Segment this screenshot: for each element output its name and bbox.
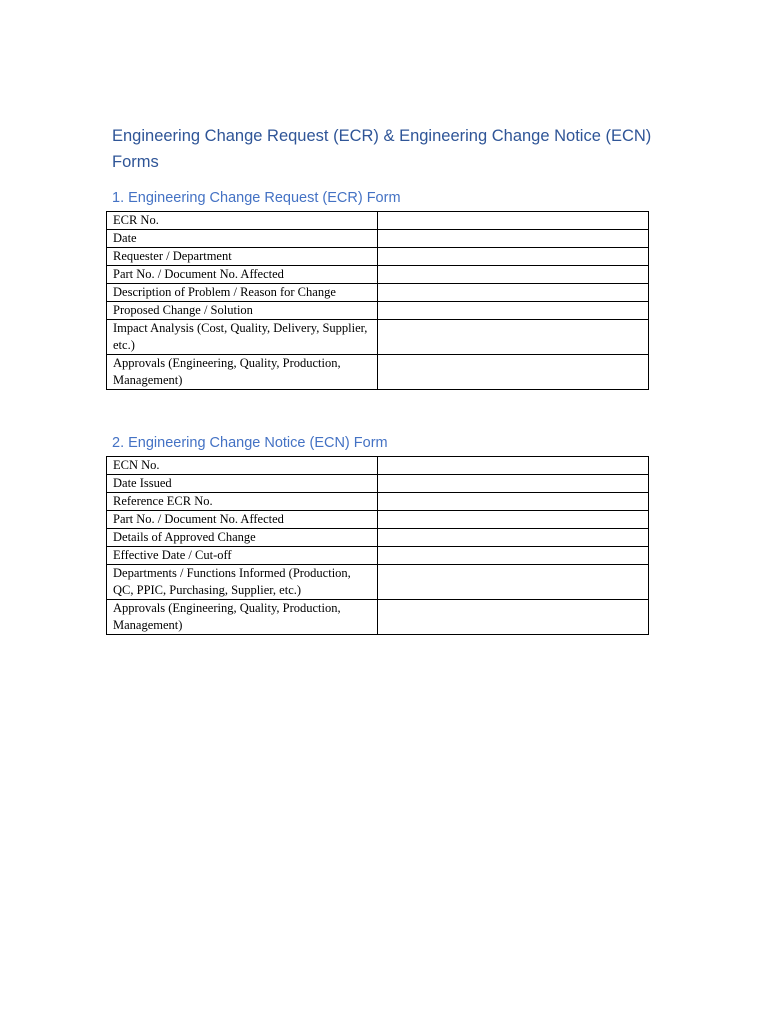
table-row bbox=[107, 529, 649, 547]
ecn-part-no-label: Part No. / Document No. Affected bbox=[107, 511, 378, 529]
ecr-description-label: Description of Problem / Reason for Change bbox=[107, 284, 378, 302]
ecn-departments-informed-field[interactable] bbox=[378, 565, 649, 600]
ecr-part-no-field[interactable] bbox=[378, 266, 649, 284]
ecn-no-label: ECN No. bbox=[107, 457, 378, 475]
ecn-details-field[interactable] bbox=[378, 529, 649, 547]
table-row bbox=[107, 212, 649, 230]
table-row bbox=[107, 266, 649, 284]
ecr-form-table bbox=[106, 211, 649, 390]
ecr-form-heading: 1. Engineering Change Request (ECR) Form bbox=[112, 190, 401, 206]
table-row bbox=[107, 355, 649, 390]
ecn-form-heading: 2. Engineering Change Notice (ECN) Form bbox=[112, 435, 388, 451]
table-row bbox=[107, 248, 649, 266]
table-row bbox=[107, 320, 649, 355]
table-row bbox=[107, 511, 649, 529]
ecr-date-label: Date bbox=[107, 230, 378, 248]
ecr-requester-label: Requester / Department bbox=[107, 248, 378, 266]
ecn-form-table bbox=[106, 456, 649, 635]
ecr-no-field[interactable] bbox=[378, 212, 649, 230]
ecn-effective-date-field[interactable] bbox=[378, 547, 649, 565]
ecn-approvals-field[interactable] bbox=[378, 600, 649, 635]
ecr-no-label: ECR No. bbox=[107, 212, 378, 230]
ecn-no-field[interactable] bbox=[378, 457, 649, 475]
ecr-date-field[interactable] bbox=[378, 230, 649, 248]
table-row bbox=[107, 475, 649, 493]
ecn-part-no-field[interactable] bbox=[378, 511, 649, 529]
ecn-reference-ecr-field[interactable] bbox=[378, 493, 649, 511]
document-title-line-2: Forms bbox=[112, 153, 159, 171]
ecn-departments-informed-label: Departments / Functions Informed (Production, QC, PPIC, Purchasing, Supplier, etc.) bbox=[107, 565, 378, 600]
document-title bbox=[112, 123, 672, 175]
table-row bbox=[107, 493, 649, 511]
ecn-date-issued-field[interactable] bbox=[378, 475, 649, 493]
table-row bbox=[107, 457, 649, 475]
ecr-description-field[interactable] bbox=[378, 284, 649, 302]
ecr-proposed-change-label: Proposed Change / Solution bbox=[107, 302, 378, 320]
ecr-part-no-label: Part No. / Document No. Affected bbox=[107, 266, 378, 284]
ecr-proposed-change-field[interactable] bbox=[378, 302, 649, 320]
document-title-line-1: Engineering Change Request (ECR) & Engineering Change Notice (ECN) bbox=[112, 127, 652, 145]
table-row bbox=[107, 284, 649, 302]
ecr-impact-analysis-label: Impact Analysis (Cost, Quality, Delivery, Supplier, etc.) bbox=[107, 320, 378, 355]
table-row bbox=[107, 565, 649, 600]
ecr-approvals-field[interactable] bbox=[378, 355, 649, 390]
ecn-date-issued-label: Date Issued bbox=[107, 475, 378, 493]
table-row bbox=[107, 547, 649, 565]
ecn-reference-ecr-label: Reference ECR No. bbox=[107, 493, 378, 511]
ecn-approvals-label: Approvals (Engineering, Quality, Production, Management) bbox=[107, 600, 378, 635]
ecn-details-label: Details of Approved Change bbox=[107, 529, 378, 547]
table-row bbox=[107, 230, 649, 248]
ecn-effective-date-label: Effective Date / Cut-off bbox=[107, 547, 378, 565]
table-row bbox=[107, 302, 649, 320]
ecr-requester-field[interactable] bbox=[378, 248, 649, 266]
ecr-approvals-label: Approvals (Engineering, Quality, Production, Management) bbox=[107, 355, 378, 390]
ecr-impact-analysis-field[interactable] bbox=[378, 320, 649, 355]
table-row bbox=[107, 600, 649, 635]
